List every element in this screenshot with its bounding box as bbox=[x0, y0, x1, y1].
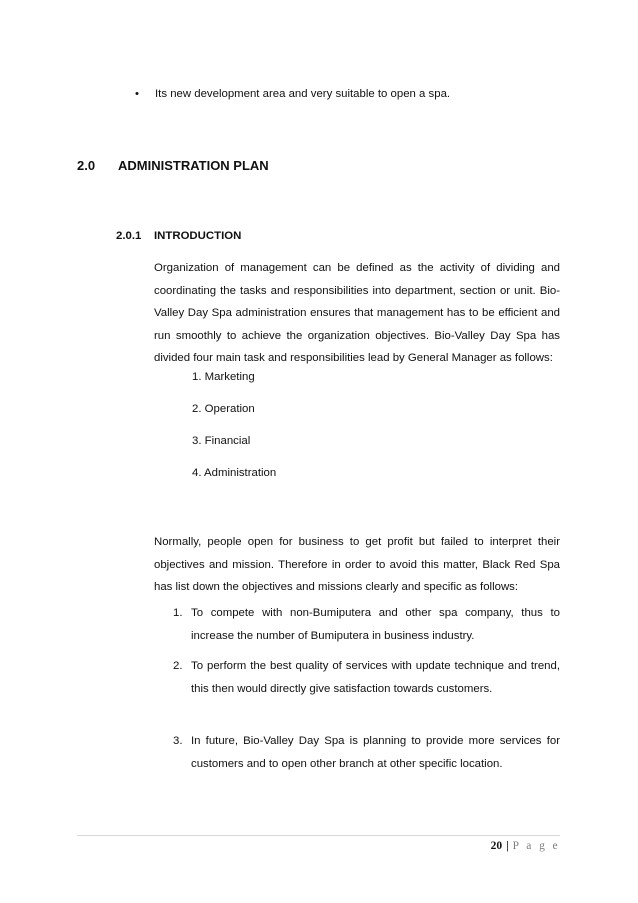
subsection-number: 2.0.1 bbox=[116, 230, 142, 242]
objective-text: In future, Bio-Valley Day Spa is planning to provide more services for customers and to open other branch at other specific location. bbox=[191, 735, 560, 770]
subsection-title: INTRODUCTION bbox=[154, 230, 242, 242]
task-item-administration: 4. Administration bbox=[192, 467, 277, 479]
footer-separator: | bbox=[506, 840, 509, 852]
intro-paragraph: Organization of management can be defined as the activity of dividing and coordinating the tasks and responsibilities into department, section or unit. Bio-Valley Day Spa administration ensures that management has to be efficient and run smoothly to achieve the organization objectives. Bio-Valley Day Spa has divided four main task and responsibilities lead by General Manager as follows: bbox=[154, 262, 560, 365]
objective-number: 1. bbox=[173, 607, 183, 619]
section-title: ADMINISTRATION PLAN bbox=[118, 158, 269, 173]
task-item-financial: 3. Financial bbox=[192, 435, 251, 447]
footer-divider bbox=[77, 835, 560, 836]
bullet-text: Its new development area and very suitable to open a spa. bbox=[155, 88, 451, 100]
task-item-operation: 2. Operation bbox=[192, 403, 255, 415]
section-number: 2.0 bbox=[77, 158, 96, 173]
bullet-icon: • bbox=[135, 88, 139, 100]
page-number: 20 bbox=[490, 840, 503, 852]
page-label: P a g e bbox=[512, 840, 560, 852]
objectives-paragraph: Normally, people open for business to get profit but failed to interpret their objectives and mission. Therefore in order to avoid this matter, Black Red Spa has list down the objectives and missions clearly and specific as follows: bbox=[154, 536, 560, 594]
objective-number: 3. bbox=[173, 735, 183, 747]
objective-text: To perform the best quality of services with update technique and trend, this then would directly give satisfaction towards customers. bbox=[191, 660, 560, 695]
objective-number: 2. bbox=[173, 660, 183, 672]
objective-text: To compete with non-Bumiputera and other spa company, thus to increase the number of Bumiputera in business industry. bbox=[191, 607, 560, 642]
page-footer bbox=[491, 840, 560, 852]
task-item-marketing: 1. Marketing bbox=[192, 371, 255, 383]
